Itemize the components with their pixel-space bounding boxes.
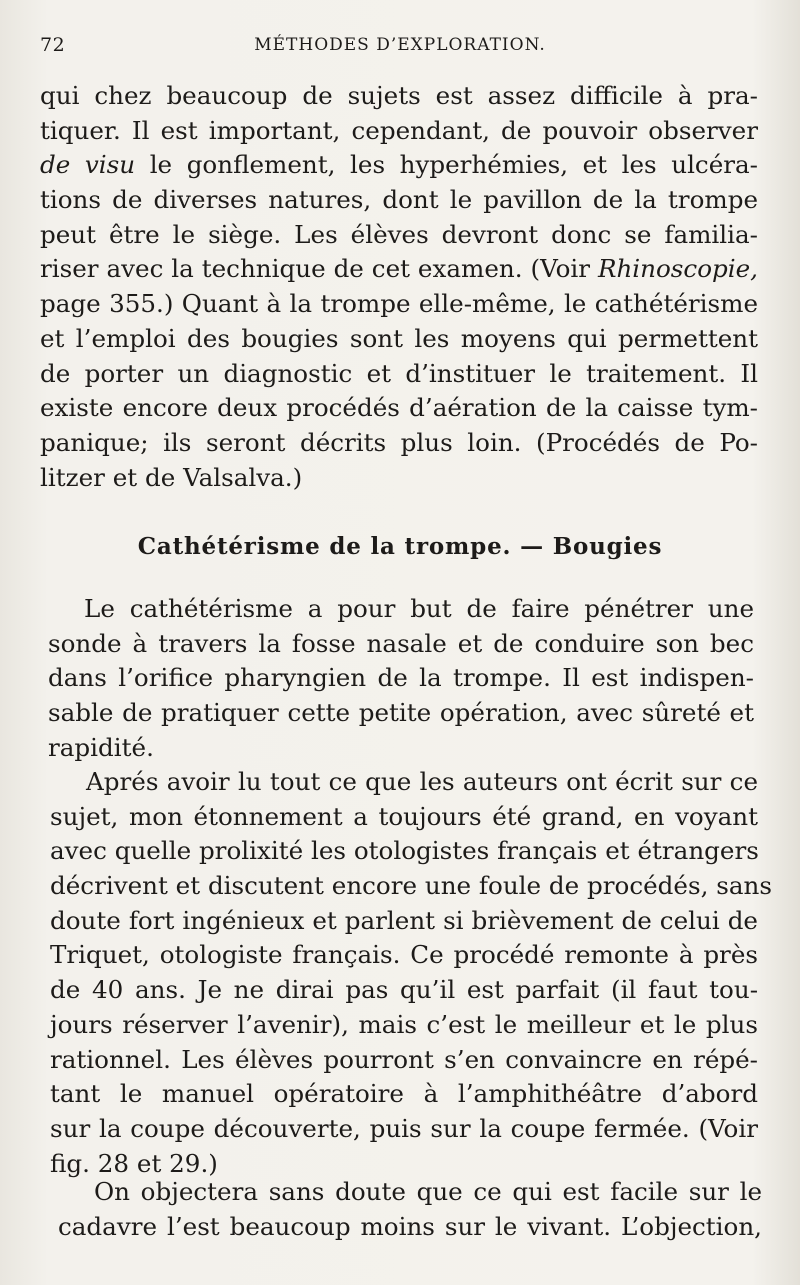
text-line: sonde à travers la fosse nasale et de conduire son bec (48, 628, 754, 658)
text-line: et l’emploi des bougies sont les moyens qui permettent (40, 323, 758, 353)
text-line: Le cathétérisme a pour but de faire pénétrer une (84, 594, 754, 623)
paragraph-triquet (50, 765, 772, 1181)
text-line: fig. 28 et 29.) (50, 1148, 218, 1178)
text-line: décrivent et discutent encore une foule de procédés, sans (50, 871, 772, 901)
running-head: MÉTHODES D’EXPLORATION. (254, 35, 546, 55)
paragraph-intro (40, 79, 758, 495)
text-line: dans l’orifice pharyngien de la trompe. Il est indispen- (48, 663, 754, 693)
text-line: jours réserver l’avenir), mais c’est le meilleur et le plus (50, 1009, 758, 1039)
text-line: avec quelle prolixité les otologistes français et étrangers (50, 836, 759, 866)
text-line: tiquer. Il est important, cependant, de pouvoir observer (40, 115, 758, 145)
text-line: litzer et de Valsalva.) (40, 462, 303, 492)
text-fragment: riser avec la technique de cet examen. (Voir (40, 254, 598, 284)
text-line: sujet, mon étonnement a toujours été grand, en voyant (50, 801, 758, 831)
page-number: 72 (40, 34, 66, 56)
text-line: rationnel. Les élèves pourront s’en convaincre en répé- (50, 1044, 758, 1074)
text-line: tions de diverses natures, dont le pavillon de la trompe (40, 185, 758, 215)
text-line: doute fort ingénieux et parlent si brièvement de celui de (50, 905, 758, 935)
page-header (40, 34, 760, 58)
text-line: de 40 ans. Je ne dirai pas qu’il est parfait (il faut tou- (50, 975, 758, 1005)
text-line: qui chez beaucoup de sujets est assez difficile à pra- (40, 81, 758, 110)
paragraph-objection (58, 1175, 762, 1244)
text-line: rapidité. (48, 732, 154, 762)
text-line: cadavre l’est beaucoup moins sur le vivant. L’objection, (58, 1211, 762, 1241)
section-heading: Cathétérisme de la trompe. — Bougies (137, 533, 663, 560)
italic-term: de visu (40, 150, 136, 180)
italic-term: Rhinoscopie, (597, 254, 758, 284)
text-fragment: le gonflement, les hyperhémies, et les ulcéra- (135, 150, 758, 180)
text-line (40, 252, 758, 287)
text-line: existe encore deux procédés d’aération de la caisse tym- (40, 393, 758, 423)
text-line: Triquet, otologiste français. Ce procédé remonte à près (50, 940, 758, 970)
text-line: On objectera sans doute que ce qui est facile sur le (94, 1177, 762, 1206)
text-line: sable de pratiquer cette petite opération, avec sûreté et (48, 698, 754, 728)
text-line: sur la coupe découverte, puis sur la coupe fermée. (Voir (50, 1113, 758, 1143)
text-line: panique; ils seront décrits plus loin. (Procédés de Po- (40, 427, 758, 457)
text-line (40, 148, 758, 183)
text-line: de porter un diagnostic et d’instituer le traitement. Il (40, 358, 758, 388)
text-line: page 355.) Quant à la trompe elle-même, le cathétérisme (40, 289, 758, 319)
paragraph-catheterism (48, 592, 754, 765)
text-line: tant le manuel opératoire à l’amphithéâtre d’abord (50, 1079, 758, 1109)
text-line: Aprés avoir lu tout ce que les auteurs ont écrit sur ce (86, 767, 758, 796)
text-line: peut être le siège. Les élèves devront donc se familia- (40, 219, 758, 249)
